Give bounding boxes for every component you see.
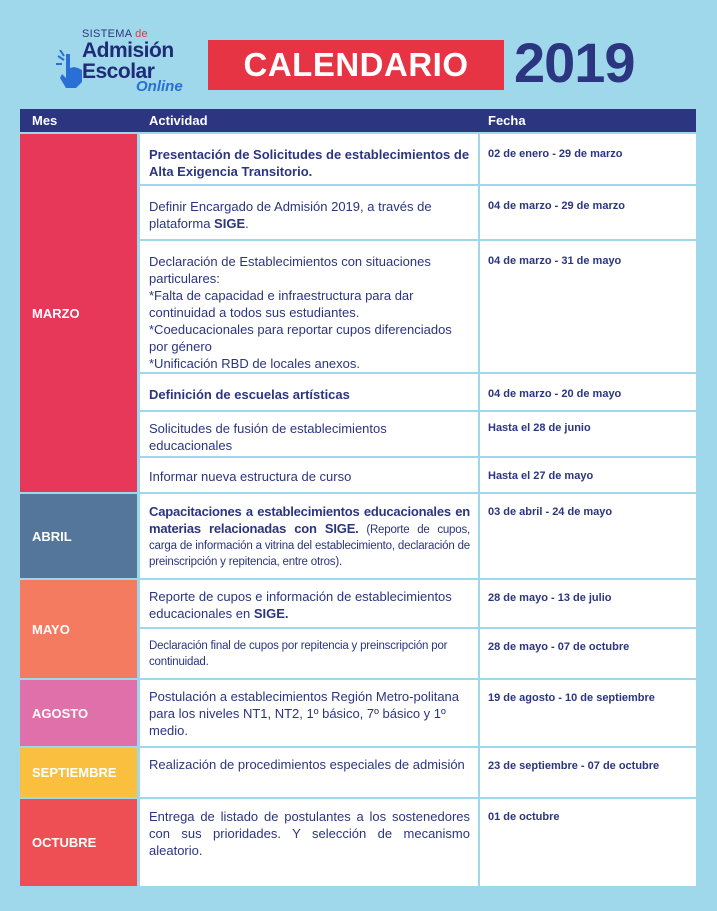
header-mes: Mes xyxy=(32,113,58,128)
logo-admision-text: Admisión xyxy=(82,39,174,62)
table-row-date: 19 de agosto - 10 de septiembre xyxy=(480,680,696,746)
table-row-activity: Entrega de listado de postulantes a los sostenedores con sus prioridades. Y selección de mecanismo aleatorio. xyxy=(140,799,478,886)
page-header xyxy=(0,0,717,106)
month-octubre: OCTUBRE xyxy=(20,799,137,886)
table-row-activity: Definir Encargado de Admisión 2019, a través de plataforma SIGE. xyxy=(140,186,478,239)
month-agosto: AGOSTO xyxy=(20,680,137,746)
table-row-activity: Declaración de Establecimientos con situaciones particulares: *Falta de capacidad e infraestructura para dar continuidad a todos sus estudiantes. *Coeducacionales para reportar cupos diferenciados por género *Unificación RBD de locales anexos. xyxy=(140,241,478,372)
month-abril: ABRIL xyxy=(20,494,137,578)
table-row-activity: Declaración final de cupos por repitencia y preinscripción por continuidad. xyxy=(140,629,478,678)
table-row-activity: Solicitudes de fusión de establecimientos educacionales xyxy=(140,412,478,456)
table-row-activity: Capacitaciones a establecimientos educacionales en materias relacionadas con SIGE. (Reporte de cupos, carga de información a vitrina del establecimiento, declaración de preinscripción y repitencia, entre otros). xyxy=(140,494,478,578)
calendar-banner: CALENDARIO xyxy=(208,40,504,90)
logo-online-text: Online xyxy=(136,78,183,95)
table-row-activity: Postulación a establecimientos Región Metro-politana para los niveles NT1, NT2, 1º básico, 7º básico y 1º medio. xyxy=(140,680,478,746)
table-row-date: 04 de marzo - 20 de mayo xyxy=(480,374,696,410)
month-mayo: MAYO xyxy=(20,580,137,678)
table-row-activity: Reporte de cupos e información de establecimientos educacionales en SIGE. xyxy=(140,580,478,627)
table-row-activity: Presentación de Solicitudes de establecimientos de Alta Exigencia Transitorio. xyxy=(140,134,478,184)
logo-sistema-text: SISTEMA de xyxy=(82,28,148,40)
calendar-year: 2019 xyxy=(514,31,635,94)
header-fecha: Fecha xyxy=(488,113,526,128)
table-row-date: 28 de mayo - 13 de julio xyxy=(480,580,696,627)
table-row-date: 04 de marzo - 31 de mayo xyxy=(480,241,696,372)
admision-escolar-logo xyxy=(52,22,197,98)
table-row-activity: Informar nueva estructura de curso xyxy=(140,458,478,492)
table-row-date: 23 de septiembre - 07 de octubre xyxy=(480,748,696,797)
table-row-activity: Realización de procedimientos especiales de admisión xyxy=(140,748,478,797)
table-row-activity: Definición de escuelas artísticas xyxy=(140,374,478,410)
table-row-date: 28 de mayo - 07 de octubre xyxy=(480,629,696,678)
table-row-date: Hasta el 28 de junio xyxy=(480,412,696,456)
logo-escolar-text: Escolar xyxy=(82,60,155,83)
calendar-table xyxy=(20,109,696,886)
table-row-date: Hasta el 27 de mayo xyxy=(480,458,696,492)
table-row-date: 04 de marzo - 29 de marzo xyxy=(480,186,696,239)
month-marzo: MARZO xyxy=(20,134,137,492)
table-row-date: 03 de abril - 24 de mayo xyxy=(480,494,696,578)
table-row-date: 02 de enero - 29 de marzo xyxy=(480,134,696,184)
header-actividad: Actividad xyxy=(149,113,208,128)
table-header xyxy=(20,109,696,132)
table-row-date: 01 de octubre xyxy=(480,799,696,886)
month-septiembre: SEPTIEMBRE xyxy=(20,748,137,797)
